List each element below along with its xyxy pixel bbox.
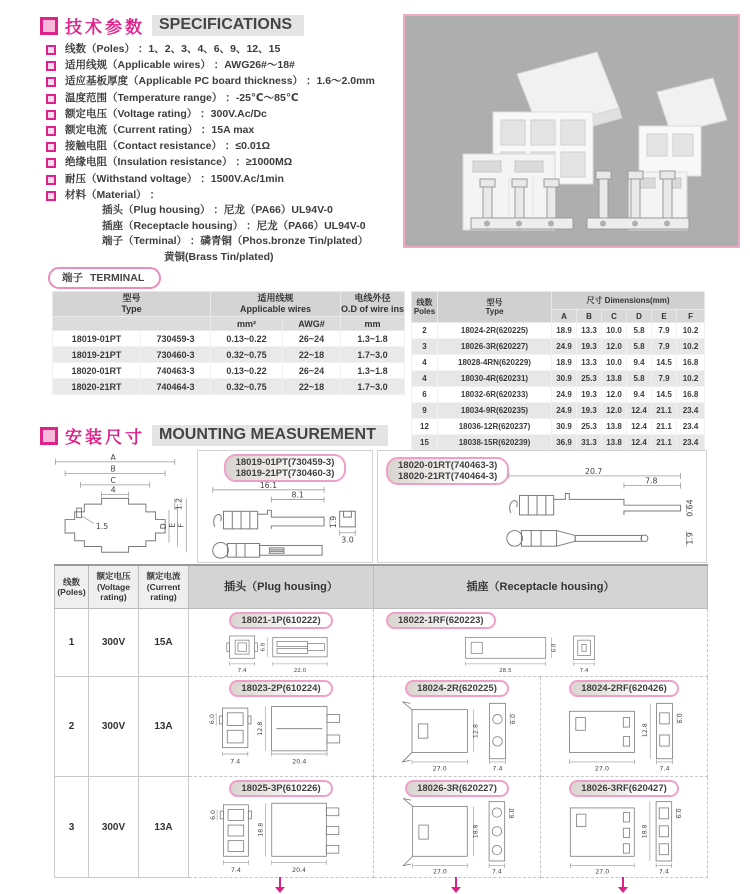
dim-label: 1.2 — [174, 498, 184, 511]
model-number: 18020-01RT(740463-3) — [398, 460, 498, 471]
spec-list — [46, 41, 412, 203]
dim-label: 6.0 — [209, 809, 217, 820]
continuation-arrow-icon — [455, 877, 457, 887]
model-pill: 18025-3P(610226) — [229, 780, 332, 797]
terminal-badge-en: TERMINAL — [90, 271, 145, 284]
material-lines — [46, 203, 368, 265]
plug-drawing-cell — [189, 677, 374, 777]
dim-label: 18.8 — [641, 824, 649, 839]
dim-label: 4 — [110, 485, 116, 495]
col-header-plug-housing: 插头（Plug housing） — [189, 565, 374, 609]
spec-item-text: 绝缘电阻（Insulation resistance） ：≥1000MΩ — [65, 156, 293, 169]
housing-profile-diagram — [42, 452, 194, 564]
terminal-badge — [48, 267, 161, 289]
receptacle-drawing-cell — [374, 677, 541, 777]
dim-label: A — [110, 452, 116, 462]
bullet-square-icon — [46, 94, 56, 104]
bullet-square-icon — [46, 158, 56, 168]
spec-item — [46, 138, 412, 154]
table-row: 2 18024-2R(620225) 18.9 13.3 10.0 5.8 7.9 10.2 — [412, 323, 705, 339]
dim-label: D — [159, 523, 169, 530]
spec-item — [46, 171, 412, 187]
dim-label: 27.0 — [432, 868, 447, 875]
col-header-receptacle-housing: 插座（Receptacle housing） — [374, 565, 708, 609]
dim-label: 7.4 — [658, 868, 669, 875]
model-pill — [224, 454, 347, 482]
spec-item — [46, 73, 412, 89]
spec-item-text: 温度范围（Temperature range） ：-25℃～85℃ — [65, 91, 299, 104]
dim-label: 7.4 — [491, 868, 502, 875]
table-row — [55, 677, 708, 777]
table-row: 18019-01PT 730459-3 0.13~0.22 26~24 1.3~1.8 — [53, 331, 405, 347]
terminal-wires-table — [52, 291, 405, 395]
dim-label: 7.4 — [229, 758, 240, 766]
plug-drawing — [189, 629, 374, 675]
dim-label: 7.4 — [237, 668, 247, 675]
col-header-awg: AWG# — [283, 317, 341, 331]
dim-label: 7.4 — [658, 765, 670, 773]
specifications-heading — [40, 13, 304, 38]
col-header-od: 电线外径 O.D of wire ins — [341, 292, 405, 317]
col-header-type: 型号 Type — [438, 292, 552, 323]
poles-value: 2 — [55, 677, 89, 777]
spec-item-text: 额定电压（Voltage rating） ：300V.Ac/Dc — [65, 107, 267, 120]
table-row: 6 18032-6R(620233) 24.9 19.3 12.0 9.4 14.5 16.8 — [412, 387, 705, 403]
current-value: 13A — [139, 777, 189, 878]
mounting-heading-en: MOUNTING MEASUREMENT — [152, 425, 388, 446]
current-value: 15A — [139, 609, 189, 677]
bullet-square-icon — [46, 45, 56, 55]
model-pill — [386, 457, 509, 485]
bullet-square-icon — [46, 126, 56, 136]
receptacle-drawing — [374, 697, 541, 773]
dim-label: 18.8 — [471, 824, 479, 839]
plug-drawing — [189, 697, 374, 773]
dim-label: 27.0 — [594, 868, 609, 875]
receptacle-drawing — [541, 797, 708, 875]
dim-label: 7.4 — [491, 765, 503, 773]
material-line: 黄铜(Brass Tin/plated) — [164, 250, 274, 263]
dim-label: B — [110, 464, 116, 474]
spec-item-text: 适用线规（Applicable wires） ：AWG26#～18# — [65, 59, 295, 72]
dim-label: C — [110, 475, 116, 485]
dim-label: 6.8 — [259, 642, 266, 652]
table-row: 4 18030-4R(620231) 30.9 25.3 13.8 5.8 7.9 10.2 — [412, 371, 705, 387]
model-number: 18019-21PT(730460-3) — [235, 468, 335, 479]
receptacle-drawing — [374, 797, 541, 875]
dim-label: 12.8 — [472, 723, 480, 739]
dim-label: 20.4 — [291, 758, 306, 766]
dim-label: 7.4 — [579, 668, 589, 675]
table-row: 18020-21RT 740464-3 0.32~0.75 22~18 1.7~3.0 — [53, 379, 405, 395]
table-row — [55, 777, 708, 878]
voltage-value: 300V — [89, 677, 139, 777]
col-header-wires: 适用线规 Applicable wires — [211, 292, 341, 317]
material-line: 插头（Plug housing） ：尼龙（PA66）UL94V-0 — [102, 204, 333, 216]
mounting-heading-zh: 安装尺寸 — [65, 428, 145, 447]
dim-label: 8.1 — [291, 490, 304, 500]
specifications-heading-zh: 技术参数 — [65, 18, 145, 37]
voltage-value: 300V — [89, 609, 139, 677]
spec-item — [46, 187, 412, 203]
current-value: 13A — [139, 677, 189, 777]
dim-label: 28.5 — [499, 668, 512, 675]
spec-item-text: 耐压（Withstand voltage） ：1500V.Ac/1min — [65, 172, 284, 185]
receptacle-drawing — [541, 697, 708, 773]
model-pill: 18022-1RF(620223) — [386, 612, 496, 629]
col-header-mm2: mm² — [211, 317, 283, 331]
bullet-square-icon — [46, 191, 56, 201]
col-header-type: 型号 Type — [53, 292, 211, 317]
material-line: 插座（Receptacle housing） ：尼龙（PA66）UL94V-0 — [102, 219, 366, 232]
dim-label: 1.9 — [328, 515, 338, 529]
spec-item-text: 接触电阻（Contact resistance） ：≤0.01Ω — [65, 140, 270, 153]
receptacle-drawing — [378, 629, 703, 675]
dim-label: 1.9 — [685, 532, 695, 545]
model-pill: 18023-2P(610224) — [229, 680, 332, 697]
terminal-badge-zh: 端子 — [62, 272, 83, 284]
connector-photo-illustration — [405, 16, 738, 246]
terminal-drawing-box-pt — [197, 450, 373, 563]
plug-drawing-cell — [189, 777, 374, 878]
dim-label: 22.0 — [293, 668, 306, 675]
model-pill: 18024-2RF(620426) — [569, 680, 679, 697]
dim-label: 12.8 — [256, 721, 264, 736]
dim-label: 1.5 — [95, 522, 109, 532]
model-pill: 18026-3RF(620427) — [569, 780, 679, 797]
bullet-square-icon — [46, 110, 56, 120]
pt-terminal-drawing — [199, 482, 371, 564]
dim-label: 7.8 — [645, 476, 658, 486]
receptacle-drawing-cell — [541, 777, 708, 878]
material-line: 端子（Terminal） ：磷青铜（Phos.bronze Tin/plated） — [102, 235, 369, 247]
plug-drawing — [189, 797, 374, 875]
bullet-square-icon — [46, 142, 56, 152]
spec-item-text: 额定电流（Current rating） ：15A max — [65, 124, 255, 137]
terminal-drawing-box-rt — [377, 450, 707, 563]
table-row: 18019-21PT 730460-3 0.32~0.75 22~18 1.7~3.0 — [53, 347, 405, 363]
section-bullet-icon — [40, 427, 58, 445]
table-row: 15 18038-15R(620239) 36.9 31.3 13.8 12.4 21.1 23.4 — [412, 435, 705, 451]
col-header-voltage: 额定电压 (Voltage rating) — [89, 565, 139, 609]
section-bullet-icon — [40, 17, 58, 35]
poles-value: 1 — [55, 609, 89, 677]
col-header-poles: 线数 (Poles) — [55, 565, 89, 609]
col-header-poles: 线数 Poles — [412, 292, 438, 323]
dim-label: E — [167, 522, 177, 528]
dim-label: 27.0 — [432, 765, 447, 773]
receptacle-drawing-cell — [374, 777, 541, 878]
voltage-value: 300V — [89, 777, 139, 878]
spec-item — [46, 41, 412, 57]
spec-item — [46, 122, 412, 138]
dim-label: 6.0 — [509, 714, 517, 725]
dim-label: 6.8 — [551, 643, 558, 653]
spec-item — [46, 57, 412, 73]
dim-label: 20.4 — [291, 866, 306, 874]
terminal-dimensions-table: 线数 Poles 型号 Type 尺寸 Dimensions(mm) A B C D E F 2 18024-2R(620225) 18.9 13.3 10.0 5.8 7.9 10.2 3 18026-3R(620227) 24.9 19.3 12.0 5.8 7.9 10.2 4 18028-4RN(620229) 18.9 13.3 10.0 9.4 14.5 16.8 4 18030-4R(620231) 30.9 25.3 13.8 5.8 7.9 10.2 6 18032-6R(620233) 24.9 19.3 12.0 9.4 14.5 16.8 9 18034-9R(620235) 24.9 19.3 12.0 12.4 21.1 23.4 12 18036-12R(620237) 30.9 25.3 13.8 12.4 21.1 23.4 15 18038-15R(620239) 36.9 31.3 13.8 12.4 21.1 23.4 — [411, 291, 705, 451]
dim-label: 27.0 — [594, 765, 609, 773]
table-row: 4 18028-4RN(620229) 18.9 13.3 10.0 9.4 14.5 16.8 — [412, 355, 705, 371]
dim-label: 6.0 — [508, 808, 516, 819]
table-row: 9 18034-9R(620235) 24.9 19.3 12.0 12.4 21.1 23.4 — [412, 403, 705, 419]
dim-label: 6.0 — [208, 714, 216, 725]
spec-item-text: 材料（Material） ： — [65, 188, 161, 201]
dim-label: 3.0 — [341, 535, 354, 545]
dim-label: 6.0 — [675, 808, 683, 819]
col-header-dimensions: 尺寸 Dimensions(mm) — [552, 292, 705, 310]
dim-label: 7.4 — [230, 866, 241, 874]
mounting-heading — [40, 423, 388, 448]
table-row: 12 18036-12R(620237) 30.9 25.3 13.8 12.4 21.1 23.4 — [412, 419, 705, 435]
dim-label: 0.64 — [685, 499, 695, 517]
product-photo — [403, 14, 740, 248]
bullet-square-icon — [46, 175, 56, 185]
dim-label: 18.8 — [256, 822, 264, 837]
continuation-arrow-icon — [622, 877, 624, 887]
bullet-square-icon — [46, 77, 56, 87]
continuation-arrow-icon — [279, 877, 281, 887]
table-row: 18020-01RT 740463-3 0.13~0.22 26~24 1.3~1.8 — [53, 363, 405, 379]
spec-item — [46, 154, 412, 170]
model-pill: 18024-2R(620225) — [405, 680, 509, 697]
spec-item — [46, 90, 412, 106]
dim-label: 12.8 — [641, 723, 649, 738]
table-row: 3 18026-3R(620227) 24.9 19.3 12.0 5.8 7.9 10.2 — [412, 339, 705, 355]
col-header-mm: mm — [341, 317, 405, 331]
rt-terminal-drawing — [499, 467, 704, 559]
col-header-current: 额定电流 (Current rating) — [139, 565, 189, 609]
spec-item-text: 适应基板厚度（Applicable PC board thickness） ：1.6～2.0mm — [65, 75, 375, 88]
model-pill: 18021-1P(610222) — [229, 612, 332, 629]
spec-item-text: 线数（Poles） ：1、2、3、4、6、9、12、15 — [65, 43, 281, 55]
dim-label: 16.1 — [259, 482, 278, 490]
model-number: 18019-01PT(730459-3) — [235, 457, 335, 468]
model-number: 18020-21RT(740464-3) — [398, 471, 498, 482]
spec-item — [46, 106, 412, 122]
mounting-table — [54, 564, 708, 878]
dim-label: F — [176, 523, 186, 528]
poles-value: 3 — [55, 777, 89, 878]
receptacle-drawing-cell — [374, 609, 708, 677]
plug-drawing-cell — [189, 609, 374, 677]
dim-label: 6.0 — [676, 713, 684, 724]
model-pill: 18026-3R(620227) — [405, 780, 509, 797]
receptacle-drawing-cell — [541, 677, 708, 777]
table-row — [55, 609, 708, 677]
bullet-square-icon — [46, 61, 56, 71]
dim-label: 20.7 — [585, 467, 603, 476]
specifications-heading-en: SPECIFICATIONS — [152, 15, 304, 36]
